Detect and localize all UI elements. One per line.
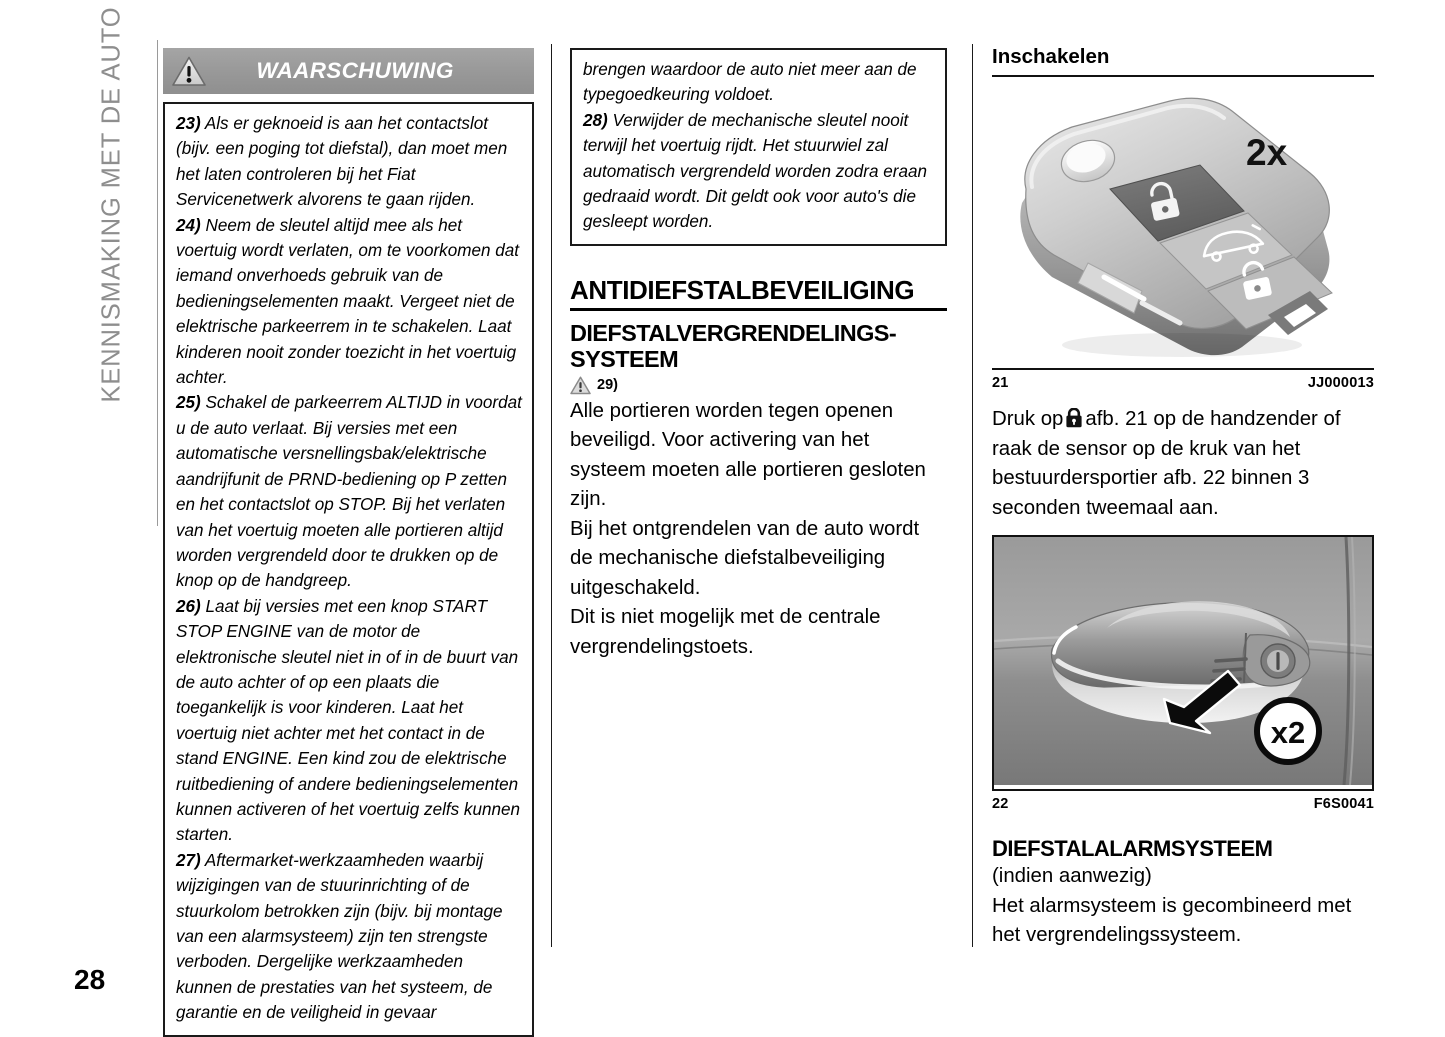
instruction-post-text: afb. 21 op de handzender of raak de sensor op de kruk van het bestuurdersportier afb. 22 binnen 3 seconden tweemaal aan. <box>992 408 1341 519</box>
warning-item-26-text: Laat bij versies met een knop START STOP ENGINE van de motor de elektronische sleutel niet in of in de buurt van de auto achter of op een plaats die toegankelijk is voor kinderen. Laat het voertuig niet achter met het contact in de stand ENGINE. Een kind zou de elektrische ruitbediening of andere bedieningselementen kunnen activeren of het voertuig zelfs kunnen starten. <box>176 596 520 845</box>
alarm-description: Het alarmsysteem is gecombineerd met het vergrendelingssysteem. <box>992 894 1352 946</box>
warning-item-25 <box>176 390 523 593</box>
chapter-tab-label: KENNISMAKING MET DE AUTO <box>97 6 126 403</box>
warning-item-24-text: Neem de sleutel altijd mee als het voertuig wordt verlaten, om te voorkomen dat iemand onverhoeds gebruik van de bedieningselementen maakt. Vergeet niet de elektrische parkeerrem in te schakelen. Laat kinderen nooit zonder toezicht in het voertuig achter. <box>176 215 519 388</box>
warning-banner <box>163 48 534 94</box>
heading-alarm-system: DIEFSTALALARMSYSTEEM <box>992 836 1273 861</box>
warning-item-25-num: 25) <box>176 393 201 413</box>
chapter-tab <box>62 6 158 540</box>
warning-reference-number: 29) <box>597 377 618 394</box>
warning-banner-title: WAARSCHUWING <box>256 58 454 83</box>
warning-item-28-num: 28) <box>583 110 608 130</box>
chapter-tab-rule <box>157 40 158 526</box>
warning-item-24 <box>176 213 523 391</box>
warning-item-23-num: 23) <box>176 114 201 133</box>
warning-box-2 <box>570 48 947 246</box>
figure-22-caption-row <box>992 791 1374 812</box>
figure-22-number: 22 <box>992 796 1009 812</box>
warning-item-28-text: Verwijder de mechanische sleutel nooit terwijl het voertuig rijdt. Het stuurwiel zal automatisch vergrendeld worden zodra eraan gedraaid wordt. Dit geldt ook voor auto's die gesleept worden. <box>583 110 927 232</box>
warning-triangle-icon <box>570 376 591 395</box>
figure-21-code: JJ000013 <box>1307 375 1374 391</box>
antitheft-paragraph-3: Dit is niet mogelijk met de centrale vergrendelingstoets. <box>570 606 881 658</box>
warning-item-26 <box>176 594 523 848</box>
warning-item-27-text: Aftermarket-werkzaamheden waarbij wijzigingen van de stuurinrichting of de stuurkolom betrokken zijn (bijv. bij montage van een alarmsysteem) zijn ten strengste verboden. Dergelijke werkzaamheden kunnen de prestaties van het systeem, de garantie en de veiligheid in gevaar <box>176 850 503 1023</box>
warning-box-1 <box>163 102 534 1037</box>
column-divider-1 <box>551 44 552 947</box>
figure-21-callout: 2x <box>1246 132 1288 173</box>
key-fob-illustration <box>992 77 1374 368</box>
warning-item-23 <box>176 111 523 213</box>
section-heading-antitheft: ANTIDIEFSTALBEVEILIGING <box>570 275 947 311</box>
instruction-paragraph <box>992 405 1374 523</box>
figure-21-number: 21 <box>992 375 1009 391</box>
antitheft-paragraph-1: Alle portieren worden tegen openen beveiligd. Voor activering van het systeem moeten alle portieren gesloten zijn. <box>570 399 926 511</box>
figure-21-frame <box>992 75 1374 370</box>
warning-item-25-text: Schakel de parkeerrem ALTIJD in voordat u de auto verlaat. Bij versies met een automatische versnellingsbak/elektrische aandrijfunit de PRND-bediening op P zetten en het contactslot op STOP. Bij het verlaten van het voertuig moeten alle portieren altijd worden vergrendeld door te drukken op de knop op de handgreep. <box>176 393 522 591</box>
warning-continuation: brengen waardoor de auto niet meer aan de typegoedkeuring voldoet. <box>583 60 917 105</box>
figure-21 <box>992 75 1374 391</box>
door-handle-sensor-photo <box>994 537 1372 785</box>
column-divider-2 <box>972 44 973 947</box>
figure-22 <box>992 535 1374 812</box>
lock-closed-icon <box>1065 408 1083 428</box>
warning-item-23-text: Als er geknoeid is aan het contactslot (bijv. een poging tot diefstal), dan moet men het laten controleren bij het Fiat Servicenetwerk alvorens te gaan rijden. <box>176 114 508 210</box>
warning-item-24-num: 24) <box>176 215 201 235</box>
column-3 <box>992 45 1374 951</box>
warning-item-28 <box>583 108 936 235</box>
figure-22-frame <box>992 535 1374 791</box>
warning-triangle-icon <box>172 56 206 87</box>
figure-21-caption-row <box>992 370 1374 391</box>
subsection-heading-locking-system: DIEFSTALVERGRENDELINGS-SYSTEEM <box>570 319 897 372</box>
warning-reference-29 <box>570 376 947 395</box>
warning-item-27 <box>176 848 523 1026</box>
instruction-pre-text: Druk op <box>992 408 1064 430</box>
page-number: 28 <box>74 964 106 995</box>
alarm-availability-note: (indien aanwezig) <box>992 865 1152 887</box>
column-1 <box>163 48 534 1037</box>
heading-inschakelen: Inschakelen <box>992 45 1110 68</box>
warning-item-27-num: 27) <box>176 850 201 870</box>
antitheft-paragraph-2: Bij het ontgrendelen van de auto wordt de mechanische diefstalbeveiliging uitgeschakeld. <box>570 517 920 599</box>
figure-22-code: F6S0041 <box>1313 796 1374 812</box>
warning-item-26-num: 26) <box>176 596 201 616</box>
figure-22-callout: x2 <box>1270 715 1306 750</box>
column-2 <box>570 48 947 662</box>
